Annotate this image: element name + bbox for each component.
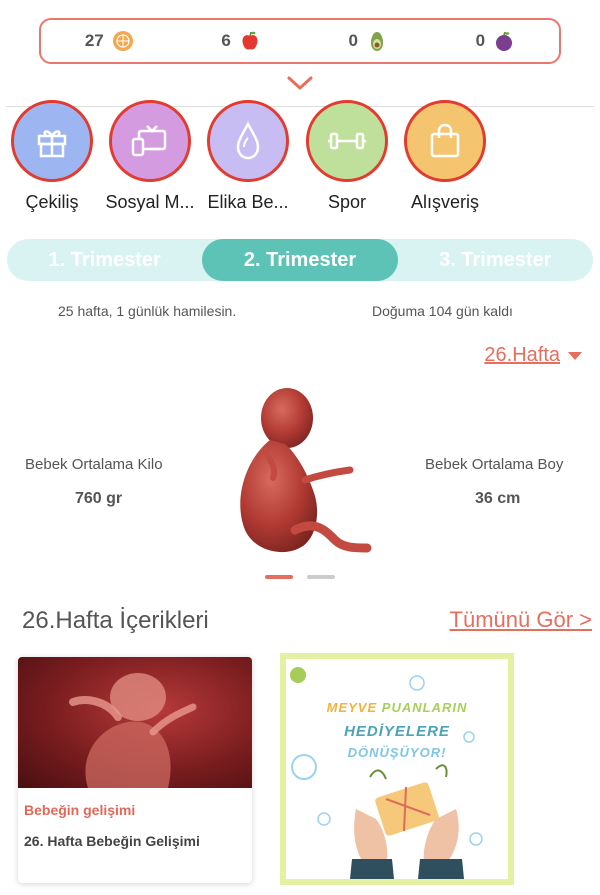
- category-label: Alışveriş: [410, 192, 479, 212]
- baby-weight-label: Bebek Ortalama Kilo: [25, 456, 163, 473]
- promo-card[interactable]: [280, 653, 514, 885]
- apple-icon: [239, 30, 261, 52]
- promo-illustration: [286, 659, 508, 879]
- card-image: [18, 657, 252, 788]
- points-value: 27: [84, 31, 104, 50]
- category-circle: [404, 100, 486, 182]
- category-label: Spor: [327, 192, 367, 212]
- category-cekilis[interactable]: [2, 108, 102, 213]
- category-label: Sosyal M...: [105, 192, 195, 212]
- apple-points: [221, 30, 260, 52]
- card-title: 26. Hafta Bebeğin Gelişimi: [24, 833, 200, 849]
- category-row: [0, 108, 600, 220]
- week-dropdown-label: 26.Hafta: [484, 344, 560, 366]
- trimester-selector: [7, 239, 593, 281]
- dumbbell-icon: [327, 126, 367, 156]
- carousel-dots: [265, 575, 335, 579]
- category-spor[interactable]: [297, 108, 397, 213]
- gift-icon: [34, 123, 70, 159]
- avocado-icon: [366, 30, 388, 52]
- avocado-points: [349, 30, 388, 52]
- category-circle: [207, 100, 289, 182]
- drop-icon: [232, 121, 264, 161]
- plum-icon: [493, 30, 515, 52]
- tv-icon: [130, 123, 170, 159]
- baby-weight-value: 760 gr: [75, 490, 123, 507]
- promo-word: MEYVE: [326, 700, 378, 715]
- orange-icon: [112, 30, 134, 52]
- baby-height-value: 36 cm: [475, 490, 521, 507]
- content-card[interactable]: [18, 657, 252, 883]
- caret-down-icon: [568, 352, 582, 360]
- category-circle: [306, 100, 388, 182]
- points-value: 6: [221, 31, 231, 50]
- orange-points: [85, 30, 134, 52]
- promo-line-2: HEDİYELERE: [344, 723, 450, 740]
- points-value: 0: [475, 31, 486, 50]
- category-circle: [11, 100, 93, 182]
- week-dropdown[interactable]: [484, 344, 582, 367]
- category-elika-bebek[interactable]: [198, 108, 298, 213]
- section-title: 26.Hafta İçerikleri: [22, 607, 209, 634]
- promo-line-3: DÖNÜŞÜYOR!: [347, 745, 447, 760]
- days-left-text: Doğuma 104 gün kaldı: [372, 303, 513, 319]
- category-label: Elika Be...: [207, 192, 289, 212]
- divider: [6, 106, 594, 107]
- baby-height-label: Bebek Ortalama Boy: [425, 456, 564, 473]
- promo-line-1: [286, 700, 508, 715]
- pregnancy-weeks-text: 25 hafta, 1 günlük hamilesin.: [58, 303, 237, 319]
- points-value: 0: [348, 31, 358, 50]
- tab-trimester-1[interactable]: 1. Trimester: [48, 249, 161, 271]
- carousel-dot[interactable]: [265, 575, 293, 579]
- promo-word: PUANLARIN: [381, 700, 468, 715]
- carousel-dot[interactable]: [307, 575, 335, 579]
- card-category: Bebeğin gelişimi: [24, 802, 136, 818]
- chevron-down-icon[interactable]: [286, 74, 314, 92]
- fruit-points-bar[interactable]: [39, 18, 561, 64]
- see-all-link[interactable]: Tümünü Gör >: [449, 607, 592, 632]
- tab-trimester-2[interactable]: 2. Trimester: [202, 239, 397, 281]
- category-alisveris[interactable]: [395, 108, 495, 213]
- plum-points: [476, 30, 515, 52]
- fetus-photo: [18, 657, 252, 788]
- category-circle: [109, 100, 191, 182]
- fetus-illustration: [225, 380, 375, 560]
- tab-trimester-3[interactable]: 3. Trimester: [439, 249, 552, 271]
- shopping-bag-icon: [427, 122, 463, 160]
- category-label: Çekiliş: [25, 192, 79, 212]
- category-sosyal-medya[interactable]: [100, 108, 200, 213]
